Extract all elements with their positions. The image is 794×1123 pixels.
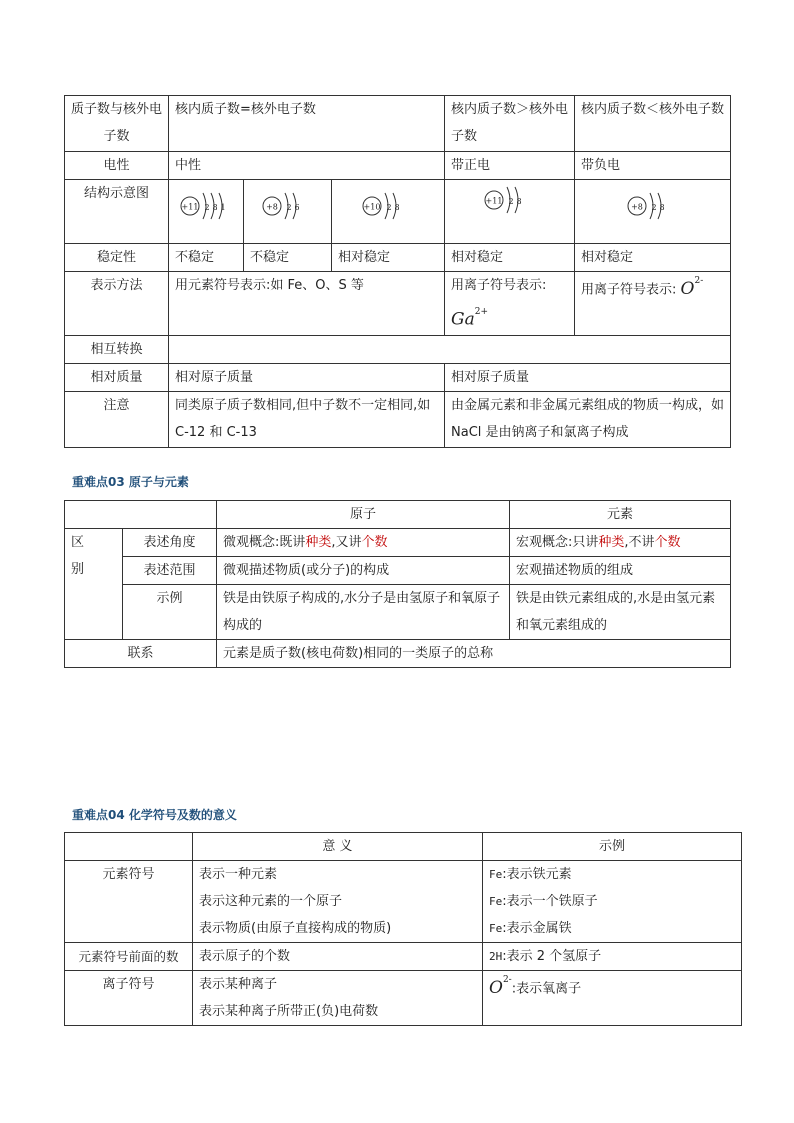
element-scope: 宏观描述物质的组成 — [510, 557, 731, 585]
nucleus-charge: +11 — [181, 202, 199, 212]
symbol: Fe — [489, 895, 503, 908]
row-label-element-symbol: 元素符号 — [65, 861, 193, 943]
relation-text: 元素是质子数(核电荷数)相同的一类原子的总称 — [217, 640, 731, 668]
text-part: ,不讲 — [624, 535, 655, 550]
atom-relative-mass: 相对原子质量 — [169, 364, 445, 392]
anion-notation: 用离子符号表示: — [581, 282, 677, 298]
anion-charge: 带负电 — [575, 152, 731, 180]
anion-proton-electron: 核内质子数＜核外电子数 — [575, 96, 731, 152]
stability-anion: 相对稳定 — [575, 244, 731, 272]
header-empty — [65, 501, 217, 529]
stability-3: 相对稳定 — [332, 244, 445, 272]
example-line — [489, 888, 735, 915]
header-empty — [65, 833, 193, 861]
row-label-structure: 结构示意图 — [65, 180, 169, 244]
shell-electron-count: 2 — [507, 197, 514, 206]
oxygen-ion-symbol — [489, 975, 512, 998]
cation-charge: 带正电 — [445, 152, 575, 180]
element-symbol-examples — [483, 861, 742, 943]
element-symbol-meanings — [193, 861, 483, 943]
ion-structure-diagram — [482, 182, 538, 218]
text-part: ,又讲 — [331, 535, 362, 550]
ion-symbol-example — [483, 971, 742, 1026]
meaning-line: 表示这种元素的一个原子 — [199, 894, 343, 909]
ion-symbol-letters: Ga — [451, 309, 475, 330]
atom-structure-diagram — [178, 188, 234, 224]
row-label-conversion: 相互转换 — [65, 336, 169, 364]
highlight-kind: 种类 — [598, 535, 625, 550]
atom-example: 铁是由铁原子构成的,水分子是由氢原子和氧原子构成的 — [217, 585, 510, 640]
structure-cell-5 — [575, 180, 731, 244]
ion-relative-mass: 相对原子质量 — [445, 364, 731, 392]
structure-cell-3 — [332, 180, 445, 244]
meaning-line: 表示某种离子 — [199, 977, 278, 992]
ion-charge: 2+ — [474, 307, 489, 317]
row-label-notes: 注意 — [65, 392, 169, 448]
column-header-meaning: 意 义 — [193, 833, 483, 861]
group-label: 区别 — [71, 535, 85, 577]
symbol: Fe — [489, 922, 503, 935]
shell-electron-count: 8 — [515, 197, 522, 206]
example-text: :表示金属铁 — [502, 921, 572, 936]
anion-notation-cell — [575, 272, 731, 336]
nucleus-charge: +8 — [265, 202, 278, 212]
coefficient-meaning: 表示原子的个数 — [193, 943, 483, 971]
ion-notes: 由金属元素和非金属元素组成的物质一构成，如 NaCl 是由钠离子和氯离子构成 — [445, 392, 731, 448]
shell-electron-count: 2 — [386, 203, 392, 212]
nucleus-charge: +11 — [485, 196, 502, 206]
section-heading-atom-element: 重难点03 原子与元素 — [72, 475, 189, 489]
row-label-ion-symbol: 离子符号 — [65, 971, 193, 1026]
cation-proton-electron: 核内质子数＞核外电子数 — [445, 96, 575, 152]
cation-notation: 用离子符号表示: — [451, 278, 547, 293]
example-text: :表示氧离子 — [511, 981, 582, 997]
shell-electron-count: 8 — [212, 203, 218, 212]
ion-symbol-letters: O — [489, 977, 503, 998]
stability-cation: 相对稳定 — [445, 244, 575, 272]
ion-symbol-meanings — [193, 971, 483, 1026]
row-label-perspective: 表述角度 — [123, 529, 217, 557]
structure-cell-2 — [244, 180, 332, 244]
meaning-line: 表示某种离子所带正(负)电荷数 — [199, 1004, 379, 1019]
shell-electron-count: 1 — [220, 203, 226, 212]
row-label-scope: 表述范围 — [123, 557, 217, 585]
shell-electron-count: 2 — [285, 203, 292, 212]
coefficient-example — [483, 943, 742, 971]
ion-structure-diagram — [625, 188, 681, 224]
conversion-cell — [169, 336, 731, 364]
column-header-example: 示例 — [483, 833, 742, 861]
example-text: :表示铁元素 — [502, 867, 572, 882]
column-header-atom: 原子 — [217, 501, 510, 529]
shell-electron-count: 2 — [650, 203, 657, 212]
nucleus-charge: +10 — [363, 202, 381, 212]
atom-element-table — [64, 500, 731, 668]
atom-notes: 同类原子质子数相同,但中子数不一定相同,如 C-12 和 C-13 — [169, 392, 445, 448]
cation-ion-symbol — [451, 303, 568, 334]
shell-electron-count: 8 — [394, 203, 400, 212]
column-header-element: 元素 — [510, 501, 731, 529]
atom-notation: 用元素符号表示:如 Fe、O、S 等 — [169, 272, 445, 336]
example-line — [489, 861, 735, 888]
nucleus-charge: +8 — [630, 202, 643, 212]
stability-1: 不稳定 — [169, 244, 244, 272]
symbol: 2H — [489, 950, 503, 963]
row-label-coefficient: 元素符号前面的数 — [65, 943, 193, 971]
example-text: :表示 2 个氢原子 — [502, 949, 602, 964]
element-example: 铁是由铁元素组成的,水是由氢元素和氧元素组成的 — [510, 585, 731, 640]
meaning-line: 表示物质(由原子直接构成的物质) — [199, 921, 392, 936]
text-part: 微观概念:既讲 — [223, 535, 306, 550]
example-text: :表示一个铁原子 — [502, 894, 598, 909]
shell-electron-count: 2 — [204, 203, 210, 212]
text-part: 宏观概念:只讲 — [516, 535, 599, 550]
highlight-count: 个数 — [654, 535, 681, 550]
row-label-example: 示例 — [123, 585, 217, 640]
chemical-symbol-table — [64, 832, 742, 1026]
section-heading-symbols: 重难点04 化学符号及数的意义 — [72, 808, 237, 822]
atom-structure-diagram — [360, 188, 416, 224]
row-label-notation: 表示方法 — [65, 272, 169, 336]
cation-notation-cell — [445, 272, 575, 336]
highlight-kind: 种类 — [305, 535, 332, 550]
ion-atom-comparison-table — [64, 95, 731, 448]
ion-symbol-letters: O — [680, 278, 695, 299]
row-label-charge: 电性 — [65, 152, 169, 180]
structure-cell-4 — [445, 180, 575, 244]
row-group-difference — [65, 529, 123, 640]
highlight-count: 个数 — [361, 535, 388, 550]
atom-structure-diagram — [260, 188, 316, 224]
structure-cell-1 — [169, 180, 244, 244]
shell-electron-count: 6 — [293, 203, 300, 212]
example-line — [489, 915, 735, 942]
atom-charge: 中性 — [169, 152, 445, 180]
row-label-relation: 联系 — [65, 640, 217, 668]
anion-ion-symbol — [680, 276, 704, 299]
element-perspective — [510, 529, 731, 557]
ion-charge: 2- — [502, 975, 512, 985]
row-label-stability: 稳定性 — [65, 244, 169, 272]
meaning-line: 表示一种元素 — [199, 867, 278, 882]
atom-scope: 微观描述物质(或分子)的构成 — [217, 557, 510, 585]
shell-electron-count: 8 — [658, 203, 665, 212]
symbol: Fe — [489, 868, 503, 881]
row-label-proton-electron: 质子数与核外电子数 — [65, 96, 169, 152]
atom-perspective — [217, 529, 510, 557]
stability-2: 不稳定 — [244, 244, 332, 272]
row-label-relative-mass: 相对质量 — [65, 364, 169, 392]
atom-proton-electron: 核内质子数=核外电子数 — [169, 96, 445, 152]
ion-charge: 2- — [694, 276, 704, 286]
